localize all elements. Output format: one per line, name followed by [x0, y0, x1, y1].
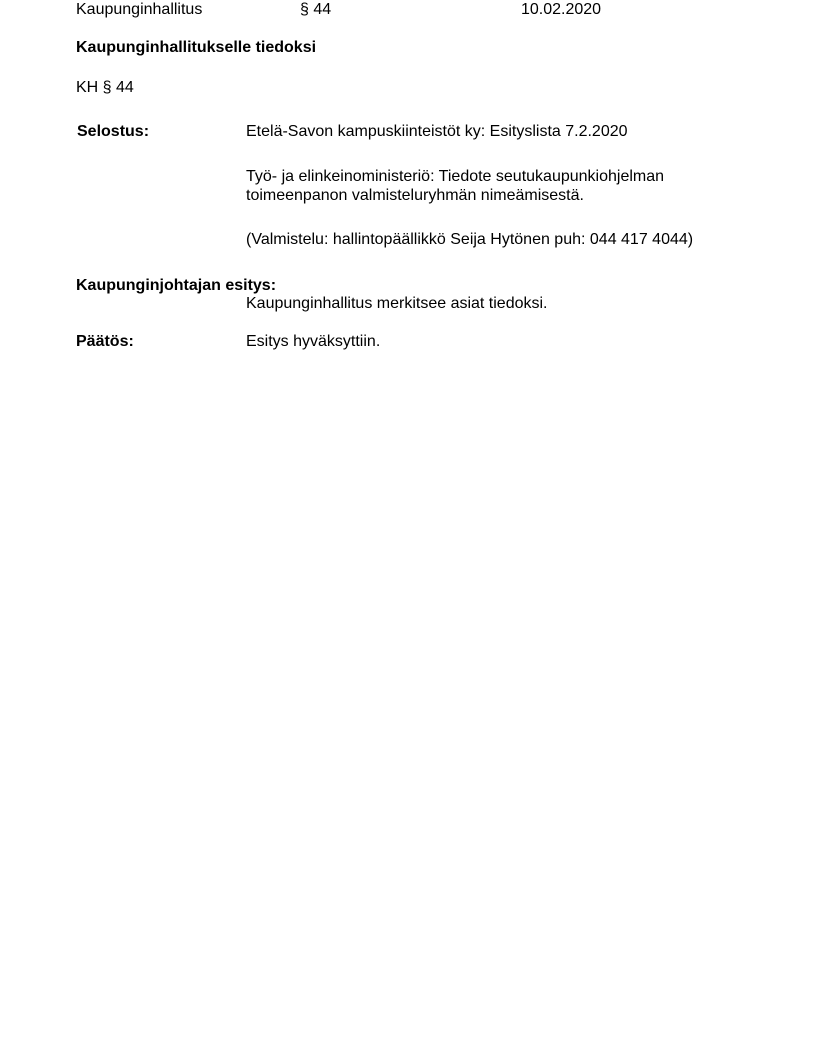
selostus-item-1: Etelä-Savon kampuskiinteistöt ky: Esityslista 7.2.2020	[246, 123, 628, 140]
selostus-item-2-line-2: toimeenpanon valmisteluryhmän nimeämisestä.	[246, 187, 584, 204]
proposal-text: Kaupunginhallitus merkitsee asiat tiedoksi.	[246, 295, 548, 312]
header-date: 10.02.2020	[521, 1, 602, 18]
preparer-note: (Valmistelu: hallintopäällikkö Seija Hytönen puh: 044 417 4044)	[246, 231, 694, 248]
decision-text: Esitys hyväksyttiin.	[246, 333, 381, 350]
selostus-label: Selostus:	[77, 123, 150, 140]
proposal-label: Kaupunginjohtajan esitys:	[76, 277, 277, 294]
decision-label: Päätös:	[76, 333, 134, 350]
reference: KH § 44	[76, 79, 134, 96]
subject-title: Kaupunginhallitukselle tiedoksi	[76, 39, 317, 56]
selostus-item-2-line-1: Työ- ja elinkeinoministeriö: Tiedote seutukaupunkiohjelman	[246, 168, 665, 185]
header-section: § 44	[300, 1, 332, 18]
header-body: Kaupunginhallitus	[76, 1, 203, 18]
